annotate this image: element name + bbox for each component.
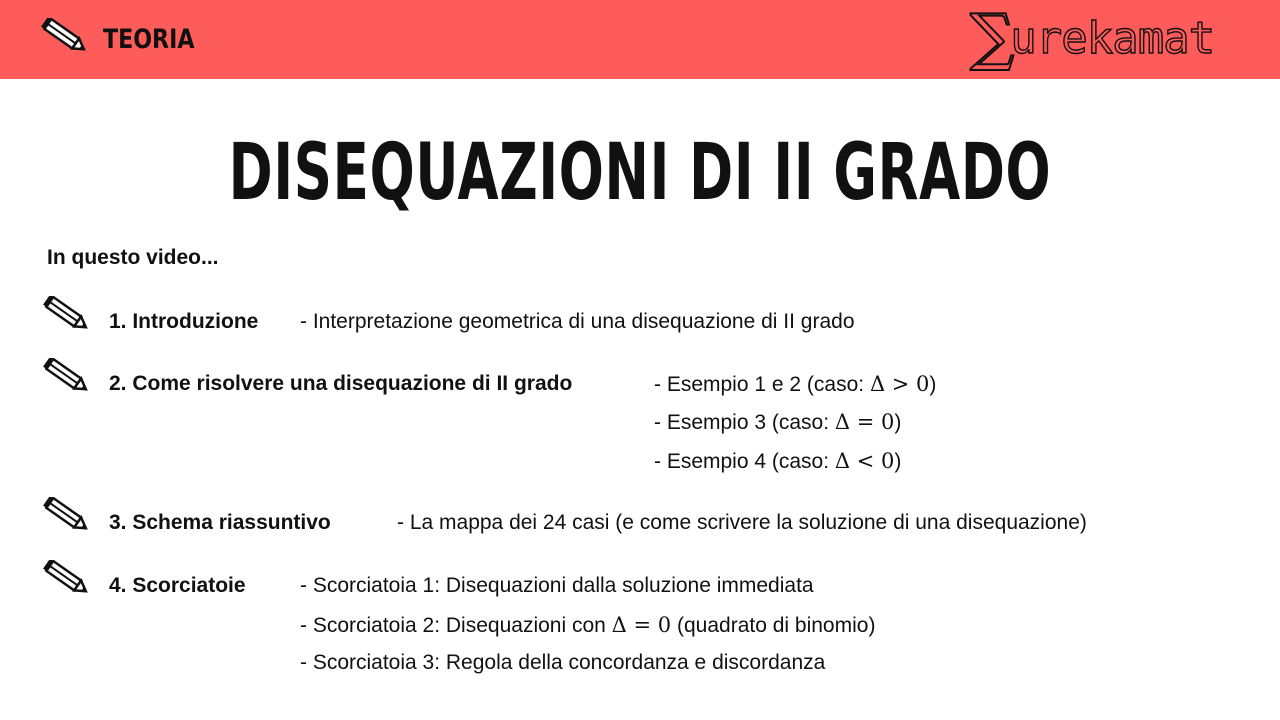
logo-sigma: ∑ <box>970 0 1015 73</box>
brand-logo[interactable] <box>970 0 1260 73</box>
pencil-icon <box>42 296 92 332</box>
header-bar <box>0 0 1280 79</box>
section-3-line-1: - La mappa dei 24 casi (e come scrivere la soluzione di una disequazione) <box>397 511 1087 534</box>
section-3-title: 3. Schema riassuntivo <box>109 511 331 534</box>
section-4-line-2 <box>300 613 875 638</box>
pencil-icon <box>42 497 92 533</box>
line-text: ) <box>929 373 937 396</box>
line-text: - Esempio 1 e 2 (caso: <box>654 373 870 396</box>
math-expression: Δ = 0 <box>611 613 672 637</box>
section-2-line-1 <box>654 372 936 397</box>
pencil-icon <box>40 18 90 54</box>
line-text: ) <box>894 450 902 473</box>
math-expression: Δ > 0 <box>869 372 930 396</box>
section-2-title: 2. Come risolvere una disequazione di II grado <box>109 372 573 395</box>
section-2-line-2 <box>654 410 901 435</box>
logo-text: urekamat <box>1010 13 1215 64</box>
section-4-title: 4. Scorciatoie <box>109 574 246 597</box>
page-title: DISEQUAZIONI DI II GRADO <box>228 128 1052 218</box>
section-1-line-1: - Interpretazione geometrica di una disequazione di II grado <box>300 310 855 333</box>
pencil-icon <box>42 358 92 394</box>
math-expression: Δ = 0 <box>834 410 895 434</box>
line-text: (quadrato di binomio) <box>671 614 876 637</box>
section-2-line-3 <box>654 449 901 474</box>
line-text: ) <box>894 411 902 434</box>
intro-text: In questo video... <box>47 246 219 269</box>
pencil-icon <box>42 560 92 596</box>
line-text: - Esempio 4 (caso: <box>654 450 835 473</box>
section-4-line-1: - Scorciatoia 1: Disequazioni dalla soluzione immediata <box>300 574 814 597</box>
section-tag: TEORIA <box>103 24 195 55</box>
math-expression: Δ < 0 <box>834 449 895 473</box>
section-1-title: 1. Introduzione <box>109 310 259 333</box>
section-4-line-3: - Scorciatoia 3: Regola della concordanza e discordanza <box>300 651 826 674</box>
line-text: - Esempio 3 (caso: <box>654 411 835 434</box>
line-text: - Scorciatoia 2: Disequazioni con <box>300 614 612 637</box>
